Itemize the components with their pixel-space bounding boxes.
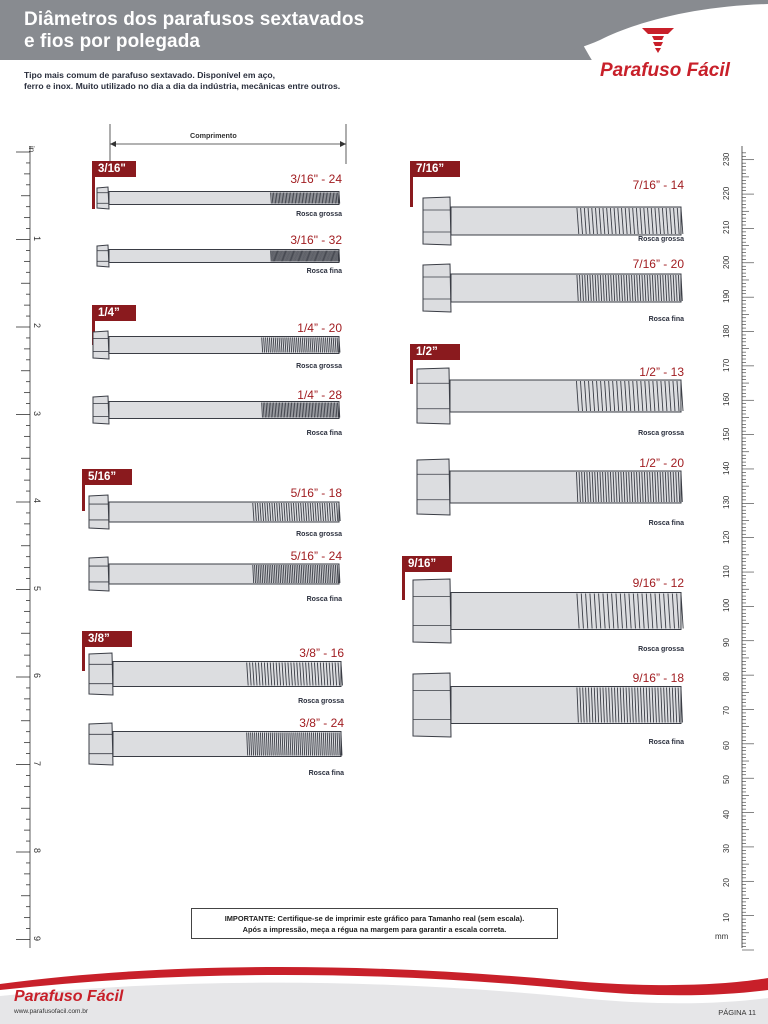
bolt-label: 9/16” - 18 — [632, 671, 684, 685]
thread-type-label: Rosca grossa — [296, 531, 342, 538]
thread-type-label: Rosca fina — [648, 520, 684, 527]
bolt-label: 5/16” - 18 — [290, 486, 342, 500]
ruler-left-label: 7 — [32, 760, 42, 766]
ruler-right-label: 10 — [722, 912, 731, 922]
bolt-label: 3/16" - 24 — [290, 172, 342, 186]
ruler-right-label: 140 — [722, 461, 731, 475]
page-title-line1: Diâmetros dos parafusos sextavados — [24, 9, 365, 30]
page-title-line2: e fios por polegada — [24, 31, 201, 52]
ruler-right-label: 80 — [722, 672, 731, 682]
bolt-label: 1/4” - 20 — [297, 321, 342, 335]
intro-line1: Tipo mais comum de parafuso sextavado. Disponível em aço, — [24, 70, 276, 80]
bolt-label: 7/16” - 20 — [632, 257, 684, 271]
ruler-right-label: 130 — [722, 495, 731, 510]
size-tag: 1/2” — [410, 344, 460, 360]
notice-line1: IMPORTANTE: Certifique-se de imprimir este gráfico para Tamanho real (sem escala). — [224, 914, 525, 923]
footer-url[interactable]: www.parafusofacil.com.br — [14, 1008, 89, 1015]
ruler-right-label: 20 — [722, 878, 731, 888]
ruler-left-label: 2 — [32, 323, 42, 329]
ruler-right-label: 210 — [722, 221, 731, 235]
thread-type-label: Rosca fina — [306, 268, 342, 275]
ruler-left-label: 9 — [32, 935, 42, 941]
footer-brand-name: Parafuso Fácil — [14, 988, 124, 1005]
footer-wave — [0, 950, 768, 1024]
bolt-label: 1/4” - 28 — [297, 388, 342, 402]
thread-type-label: Rosca grossa — [296, 363, 342, 370]
thread-type-label: Rosca grossa — [298, 698, 344, 705]
ruler-left-label: 1 — [32, 235, 42, 241]
thread-type-label: Rosca fina — [648, 739, 684, 746]
ruler-left-unit: in — [27, 146, 36, 153]
ruler-right-label: 230 — [722, 152, 731, 166]
bolt-label: 3/16" - 32 — [290, 233, 342, 247]
size-tag: 7/16” — [410, 161, 460, 177]
ruler-right-label: 70 — [722, 706, 731, 716]
page-number: PÁGINA 11 — [718, 1008, 756, 1017]
bolt-label: 3/8” - 16 — [299, 646, 344, 660]
ruler-left-label: 6 — [32, 673, 42, 679]
ruler-left-label: 5 — [32, 585, 42, 591]
bolt-label: 1/2” - 20 — [639, 456, 684, 470]
intro-line2: ferro e inox. Muito utilizado no dia a dia da indústria, mecânicas entre outros. — [24, 81, 341, 91]
ruler-right-label: 60 — [722, 740, 731, 750]
thread-type-label: Rosca fina — [306, 430, 342, 437]
length-caption: Comprimento — [190, 131, 237, 140]
size-tag: 5/16” — [82, 469, 132, 485]
ruler-right-label: 90 — [722, 637, 731, 647]
notice-line2: Após a impressão, meça a régua na margem para garantir a escala correta. — [242, 925, 507, 934]
thread-type-label: Rosca fina — [306, 596, 342, 603]
ruler-right-label: 100 — [722, 599, 731, 613]
thread-type-label: Rosca grossa — [296, 211, 342, 218]
bolt-label: 5/16” - 24 — [290, 549, 342, 563]
ruler-right-label: 190 — [722, 289, 731, 304]
size-tag: 9/16” — [402, 556, 452, 572]
bolt-label: 3/8” - 24 — [299, 716, 344, 730]
ruler-left-label: 4 — [32, 498, 42, 504]
thread-type-label: Rosca grossa — [638, 430, 684, 437]
ruler-right-label: 120 — [722, 530, 731, 544]
size-tag: 1/4” — [92, 305, 136, 321]
thread-type-label: Rosca grossa — [638, 236, 684, 243]
ruler-right-label: 220 — [722, 186, 731, 201]
bolt-label: 1/2” - 13 — [639, 365, 684, 379]
ruler-right-label: 40 — [722, 809, 731, 819]
ruler-left-label: 8 — [32, 848, 42, 854]
ruler-right-label: 180 — [722, 324, 731, 338]
size-tag: 3/16" — [92, 161, 136, 177]
size-tag: 3/8” — [82, 631, 132, 647]
bolt-label: 7/16” - 14 — [632, 178, 684, 192]
ruler-right-label: 110 — [722, 565, 731, 579]
ruler-right-label: 150 — [722, 427, 731, 441]
thread-type-label: Rosca grossa — [638, 646, 684, 653]
thread-type-label: Rosca fina — [648, 316, 684, 323]
ruler-right-label: 160 — [722, 392, 731, 407]
ruler-right-label: 50 — [722, 775, 731, 785]
bolt-label: 9/16” - 12 — [632, 576, 684, 590]
ruler-right-label: 170 — [722, 358, 731, 372]
ruler-right-label: 200 — [722, 255, 731, 269]
footer-logo — [14, 988, 123, 1006]
brand-name: Parafuso Fácil — [600, 60, 730, 81]
ruler-right-unit: mm — [715, 932, 729, 941]
thread-type-label: Rosca fina — [308, 770, 344, 777]
ruler-left-label: 3 — [32, 410, 42, 416]
ruler-right-label: 30 — [722, 844, 731, 853]
